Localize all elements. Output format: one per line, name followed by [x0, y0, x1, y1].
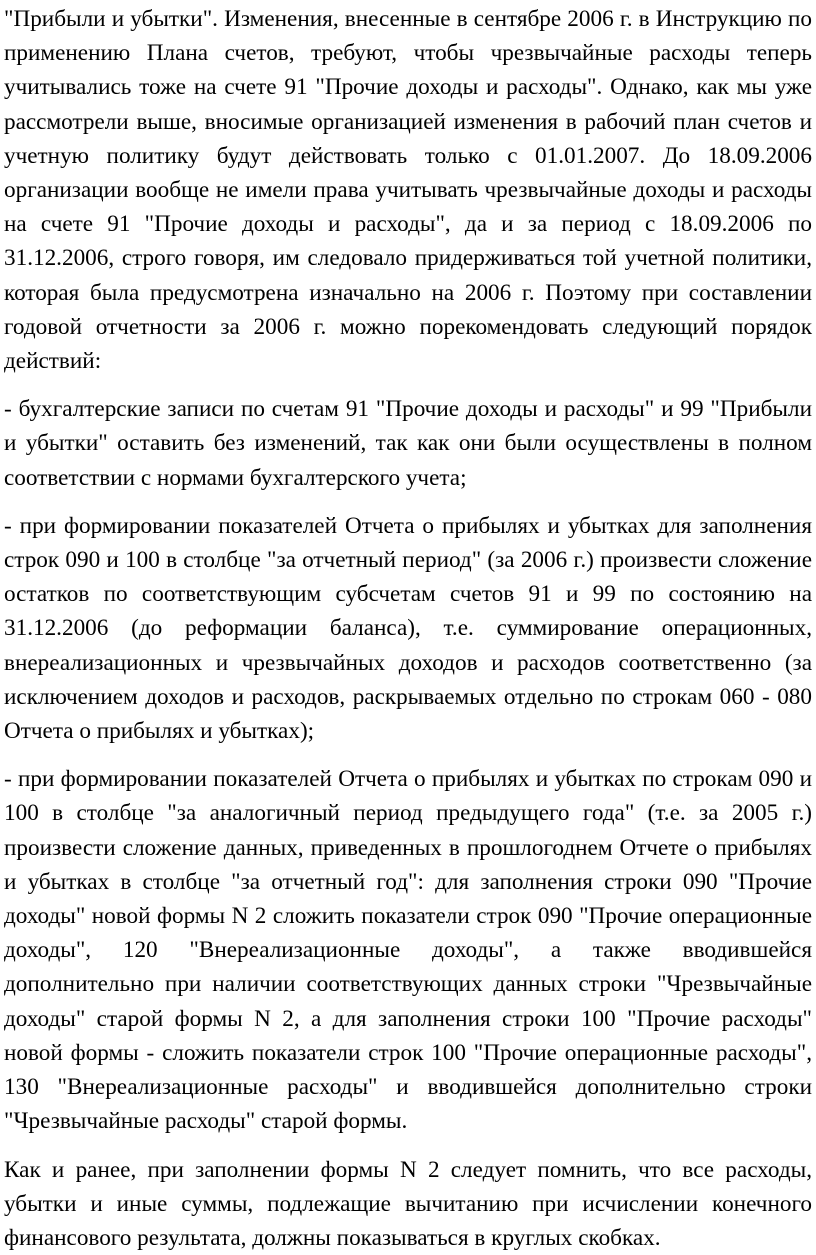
paragraph-conclusion: Как и ранее, при заполнении формы N 2 следует помнить, что все расходы, убытки и иные суммы, подлежащие вычитанию при исчислении конечного финансового результата, должны показываться в круглых скобках.	[4, 1153, 812, 1255]
paragraph-item-reporting-period: - при формировании показателей Отчета о прибылях и убытках для заполнения строк 090 и 100 в столбце "за отчетный период" (за 2006 г.) произвести сложение остатков по соответствующим субсчетам счетов 91 и 99 по состоянию на 31.12.2006 (до реформации баланса), т.е. суммирование операционных, внереализационных и чрезвычайных доходов и расходов соответственно (за исключением доходов и расходов, раскрываемых отдельно по строкам 060 - 080 Отчета о прибылях и убытках);	[4, 509, 812, 748]
paragraph-item-accounting-entries: - бухгалтерские записи по счетам 91 "Прочие доходы и расходы" и 99 "Прибыли и убытки" оставить без изменений, так как они были осуществлены в полном соответствии с нормами бухгалтерского учета;	[4, 392, 812, 495]
paragraph-item-previous-year: - при формировании показателей Отчета о прибылях и убытках по строкам 090 и 100 в столбце "за аналогичный период предыдущего года" (т.е. за 2005 г.) произвести сложение данных, приведенных в прошлогоднем Отчете о прибылях и убытках в столбце "за отчетный год": для заполнения строки 090 "Прочие доходы" новой формы N 2 сложить показатели строк 090 "Прочие операционные доходы", 120 "Внереализационные доходы", а также вводившейся дополнительно при наличии соответствующих данных строки "Чрезвычайные доходы" старой формы N 2, а для заполнения строки 100 "Прочие расходы" новой формы - сложить показатели строк 100 "Прочие операционные расходы", 130 "Внереализационные расходы" и вводившейся дополнительно строки "Чрезвычайные расходы" старой формы.	[4, 762, 812, 1138]
paragraph-intro: "Прибыли и убытки". Изменения, внесенные в сентябре 2006 г. в Инструкцию по применению Плана счетов, требуют, чтобы чрезвычайные расходы теперь учитывались тоже на счете 91 "Прочие доходы и расходы". Однако, как мы уже рассмотрели выше, вносимые организацией изменения в рабочий план счетов и учетную политику будут действовать только с 01.01.2007. До 18.09.2006 организации вообще не имели права учитывать чрезвычайные доходы и расходы на счете 91 "Прочие доходы и расходы", да и за период с 18.09.2006 по 31.12.2006, строго говоря, им следовало придерживаться той учетной политики, которая была предусмотрена изначально на 2006 г. Поэтому при составлении годовой отчетности за 2006 г. можно порекомендовать следующий порядок действий:	[4, 2, 812, 378]
